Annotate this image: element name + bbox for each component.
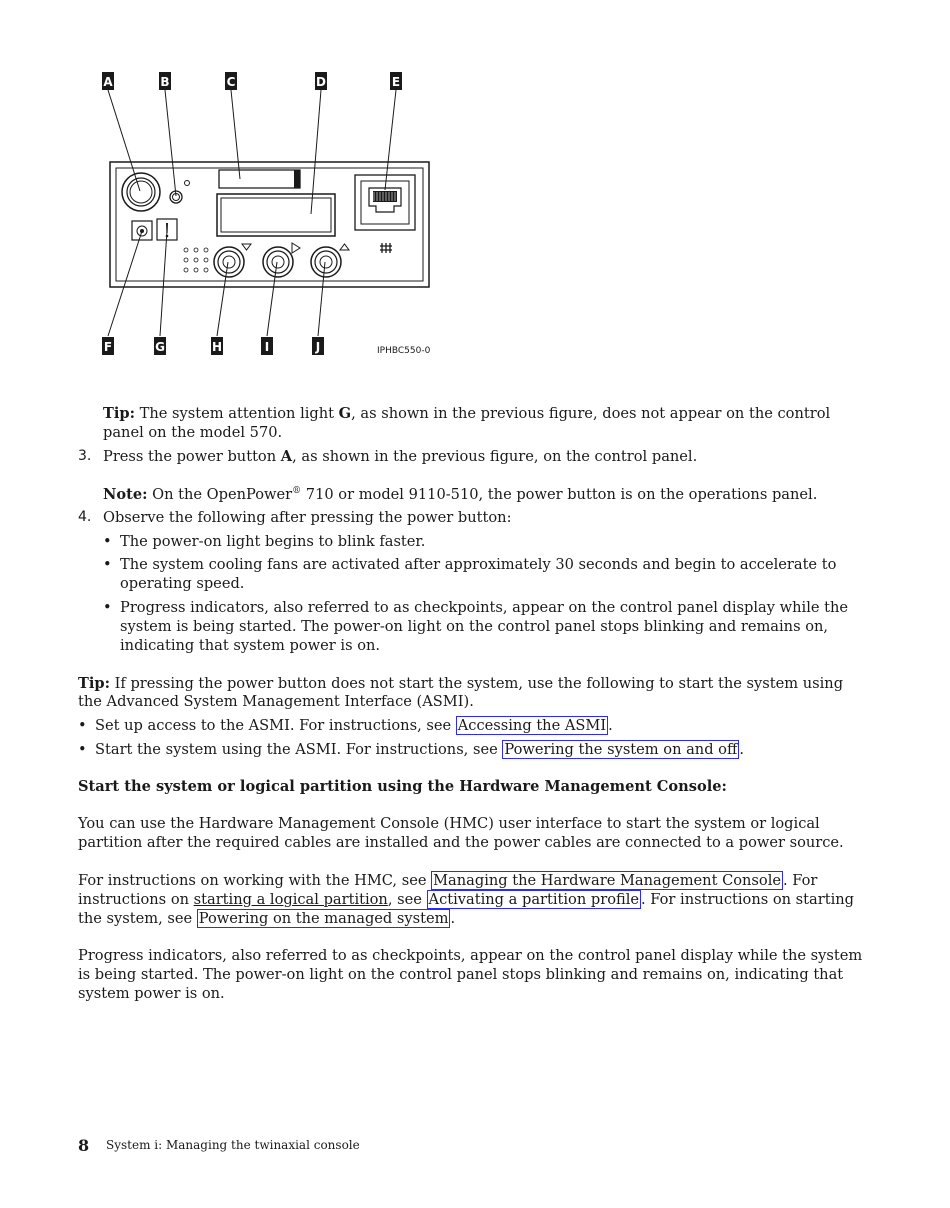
- para1-line2: partition after the required cables are installed and the power cables are connected to a power source.: [78, 834, 844, 851]
- page-number: 8: [78, 1136, 90, 1155]
- tip2-line1: Tip: If pressing the power button does not start the system, use the following to start the system using: [78, 675, 844, 692]
- para2-line1: For instructions on working with the HMC, see Managing the Hardware Management Console . For: [78, 872, 818, 889]
- svg-text:H: H: [211, 340, 223, 354]
- tip1-line2: panel on the model 570.: [103, 424, 283, 441]
- tip1-line1: Tip: The system attention light G, as shown in the previous figure, does not appear on the control: [103, 405, 831, 422]
- display-panel-icon: [217, 194, 335, 236]
- activating-profile-link[interactable]: Activating a partition profile: [428, 891, 640, 908]
- para3-line1: Progress indicators, also referred to as checkpoints, appear on the control panel display while the system: [78, 947, 863, 964]
- step4-bullet3-line3: indicating that system power is on.: [120, 637, 381, 654]
- para2-line3: the system, see Powering on the managed system .: [78, 910, 456, 927]
- label-j: [312, 337, 324, 355]
- network-port-icon: [355, 175, 415, 230]
- section-heading: Start the system or logical partition using the Hardware Management Console:: [78, 778, 727, 795]
- step-number-3: 3.: [78, 448, 92, 464]
- label-g: [154, 337, 166, 355]
- bullet-marker: •: [78, 717, 87, 734]
- power-button-icon: [122, 173, 160, 211]
- para1-line1: You can use the Hardware Management Console (HMC) user interface to start the system or logical: [78, 815, 820, 832]
- svg-text:G: G: [155, 340, 165, 354]
- bullet-marker: •: [103, 556, 112, 573]
- svg-text:J: J: [315, 340, 321, 354]
- network-symbol-icon: [380, 243, 392, 253]
- tip2-line2: the Advanced System Management Interface (ASMI).: [78, 693, 474, 710]
- media-slot-icon: [219, 170, 300, 188]
- powering-managed-system-link[interactable]: Powering on the managed system: [198, 910, 449, 927]
- decrement-button-icon: [214, 244, 251, 277]
- service-reset-icon: [132, 221, 152, 240]
- enter-button-icon: [263, 243, 300, 277]
- svg-text:B: B: [160, 75, 170, 89]
- step3-text: Press the power button A, as shown in the previous figure, on the control panel.: [103, 448, 698, 465]
- label-b: [159, 72, 171, 90]
- control-panel-diagram: [96, 66, 441, 361]
- bullet-marker: •: [103, 599, 112, 616]
- label-i: [261, 337, 273, 355]
- step4-bullet3-line2: system is being started. The power-on light on the control panel stops blinking and remains on,: [120, 618, 829, 635]
- svg-text:D: D: [316, 75, 326, 89]
- label-c: [225, 72, 237, 90]
- step4-bullet2-line1: The system cooling fans are activated after approximately 30 seconds and begin to accelerate to: [120, 556, 837, 573]
- label-a: [102, 72, 114, 90]
- accessing-asmi-link[interactable]: Accessing the ASMI: [457, 717, 607, 734]
- power-light-icon: [170, 181, 190, 204]
- tip2-item1: Set up access to the ASMI. For instructions, see Accessing the ASMI .: [95, 717, 613, 734]
- svg-text:A: A: [103, 75, 113, 89]
- increment-button-icon: [311, 244, 349, 277]
- step4-bullet1: The power-on light begins to blink faster.: [120, 533, 426, 550]
- svg-text:F: F: [103, 340, 113, 354]
- control-panel-figure: [96, 66, 441, 361]
- para2-line2: instructions on starting a logical partition, see Activating a partition profile . For instructions on starting: [78, 891, 854, 908]
- bullet-marker: •: [78, 741, 87, 758]
- step4-text: Observe the following after pressing the power button:: [103, 509, 512, 526]
- note-text: Note: On the OpenPower® 710 or model 9110-510, the power button is on the operations panel.: [103, 486, 818, 503]
- svg-text:E: E: [391, 75, 401, 89]
- step-number-4: 4.: [78, 509, 92, 525]
- figure-id: IPHBC550-0: [377, 346, 431, 356]
- bullet-marker: •: [103, 533, 112, 550]
- para3-line2: is being started. The power-on light on the control panel stops blinking and remains on, indicating that: [78, 966, 844, 983]
- label-d: [315, 72, 327, 90]
- svg-text:I: I: [264, 340, 270, 354]
- tip2-item2: Start the system using the ASMI. For instructions, see Powering the system on and off .: [95, 741, 744, 758]
- para3-line3: system power is on.: [78, 985, 225, 1002]
- managing-hmc-link[interactable]: Managing the Hardware Management Console: [433, 872, 782, 889]
- step4-bullet3-line1: Progress indicators, also referred to as checkpoints, appear on the control panel display while the: [120, 599, 849, 616]
- label-e: [390, 72, 402, 90]
- powering-system-link[interactable]: Powering the system on and off: [504, 741, 738, 758]
- label-f: [102, 337, 114, 355]
- label-h: [211, 337, 223, 355]
- footer-title: System i: Managing the twinaxial console: [106, 1138, 360, 1152]
- svg-text:C: C: [226, 75, 236, 89]
- step4-bullet2-line2: operating speed.: [120, 575, 245, 592]
- indicator-dots-icon: [184, 248, 208, 272]
